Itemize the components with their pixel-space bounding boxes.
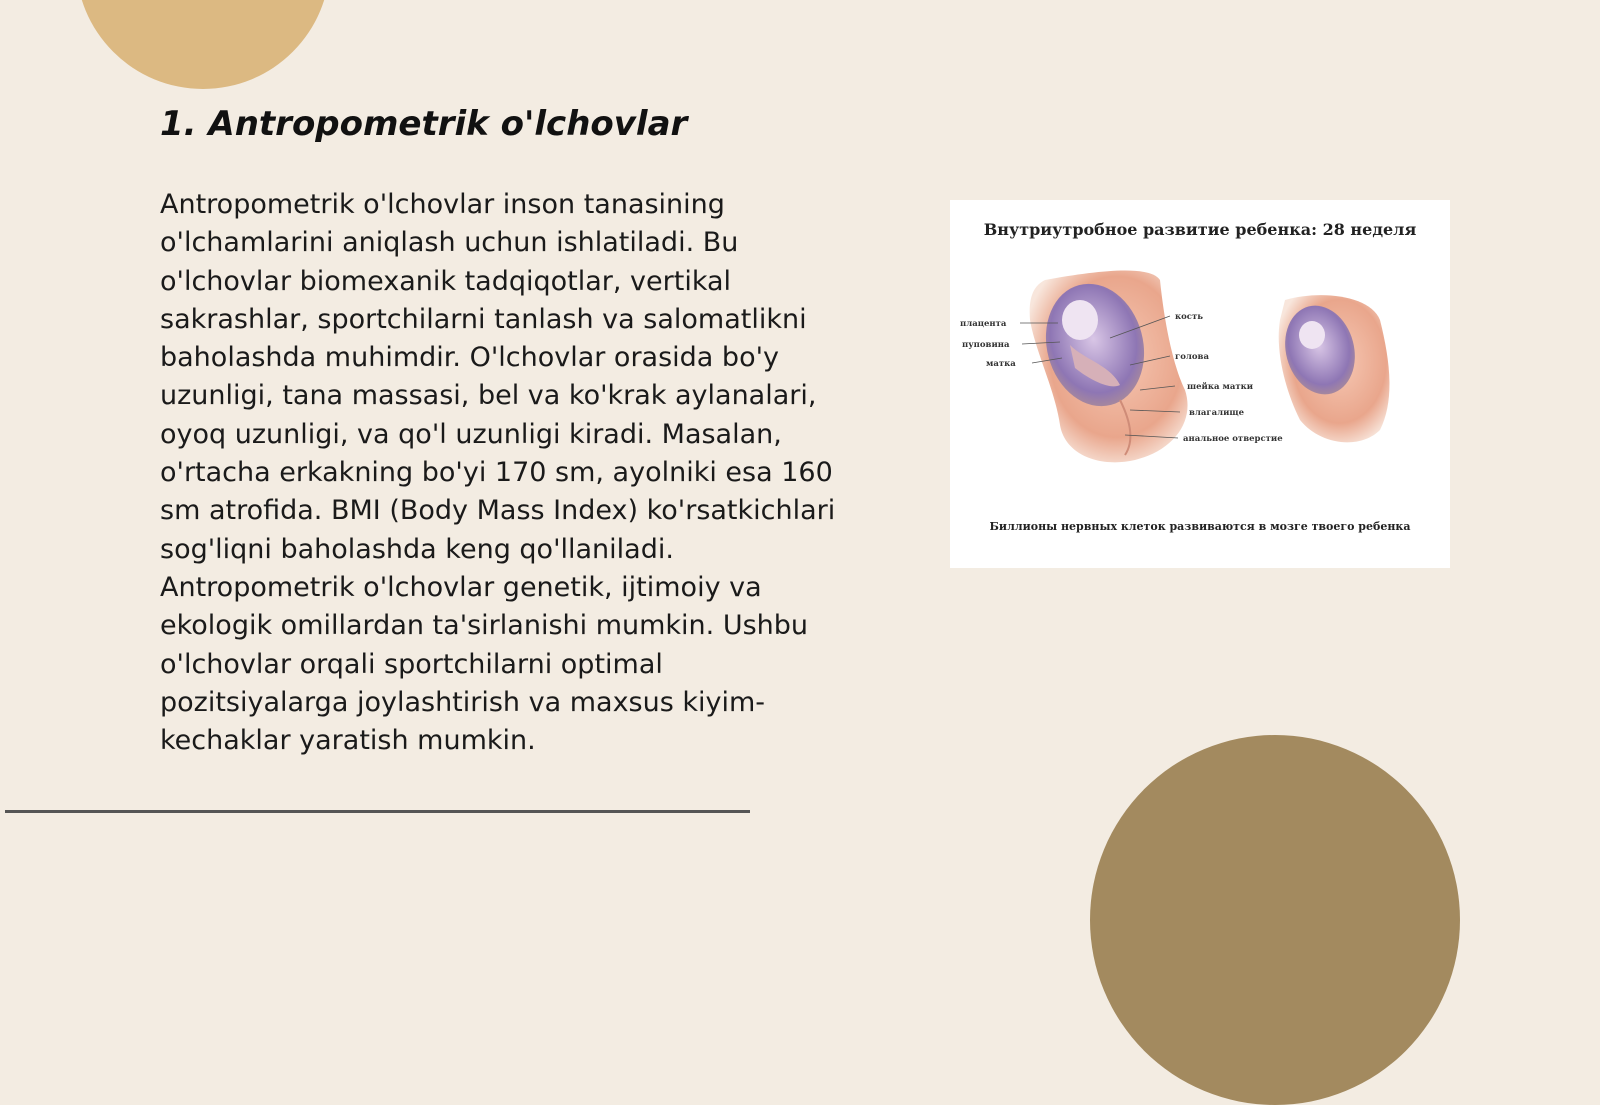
fetal-development-figure [950,200,1450,568]
label-bone: кость [1175,312,1204,322]
label-placenta: плацента [960,319,1007,329]
decorative-circle-bottom [1090,735,1460,1105]
figure-caption: Биллионы нервных клеток развиваются в мозге твоего ребенка [989,520,1411,533]
label-anus: анальное отверстие [1183,434,1283,444]
label-head: голова [1175,352,1209,362]
label-uterus: матка [986,359,1016,369]
decorative-circle-top [76,0,330,89]
fetal-illustration [950,250,1450,510]
label-umbilical-cord: пуповина [962,340,1010,350]
label-cervix: шейка матки [1187,382,1254,392]
label-vagina: влагалище [1189,408,1245,418]
large-torso-illustration [1030,271,1188,463]
small-torso-illustration [1276,295,1390,442]
divider-line [5,810,750,813]
slide-title: 1. Antropometrik o'lchovlar [160,104,688,144]
figure-title: Внутриутробное развитие ребенка: 28 неделя [983,220,1417,239]
slide-body-text: Antropometrik o'lchovlar inson tanasining o'lchamlarini aniqlash uchun ishlatiladi. Bu o'lchovlar biomexanik tadqiqotlar, vertikal sakrashlar, sportchilarni tanlash va salomatlikni baholashda muhimdir. O'lchovlar orasida bo'y uzunligi, tana massasi, bel va ko'krak aylanalari, oyoq uzunligi, va qo'l uzunligi kiradi. Masalan, o'rtacha erkakning bo'yi 170 sm, ayolniki esa 160 sm atrofida. BMI (Body Mass Index) ko'rsatkichlari sog'liqni baholashda keng qo'llaniladi. Antropometrik o'lchovlar genetik, ijtimoiy va ekologik omillardan ta'sirlanishi mumkin. Ushbu o'lchovlar orqali sportchilarni optimal pozitsiyalarga joylashtirish va maxsus kiyim-kechaklar yaratish mumkin. [160,189,836,757]
